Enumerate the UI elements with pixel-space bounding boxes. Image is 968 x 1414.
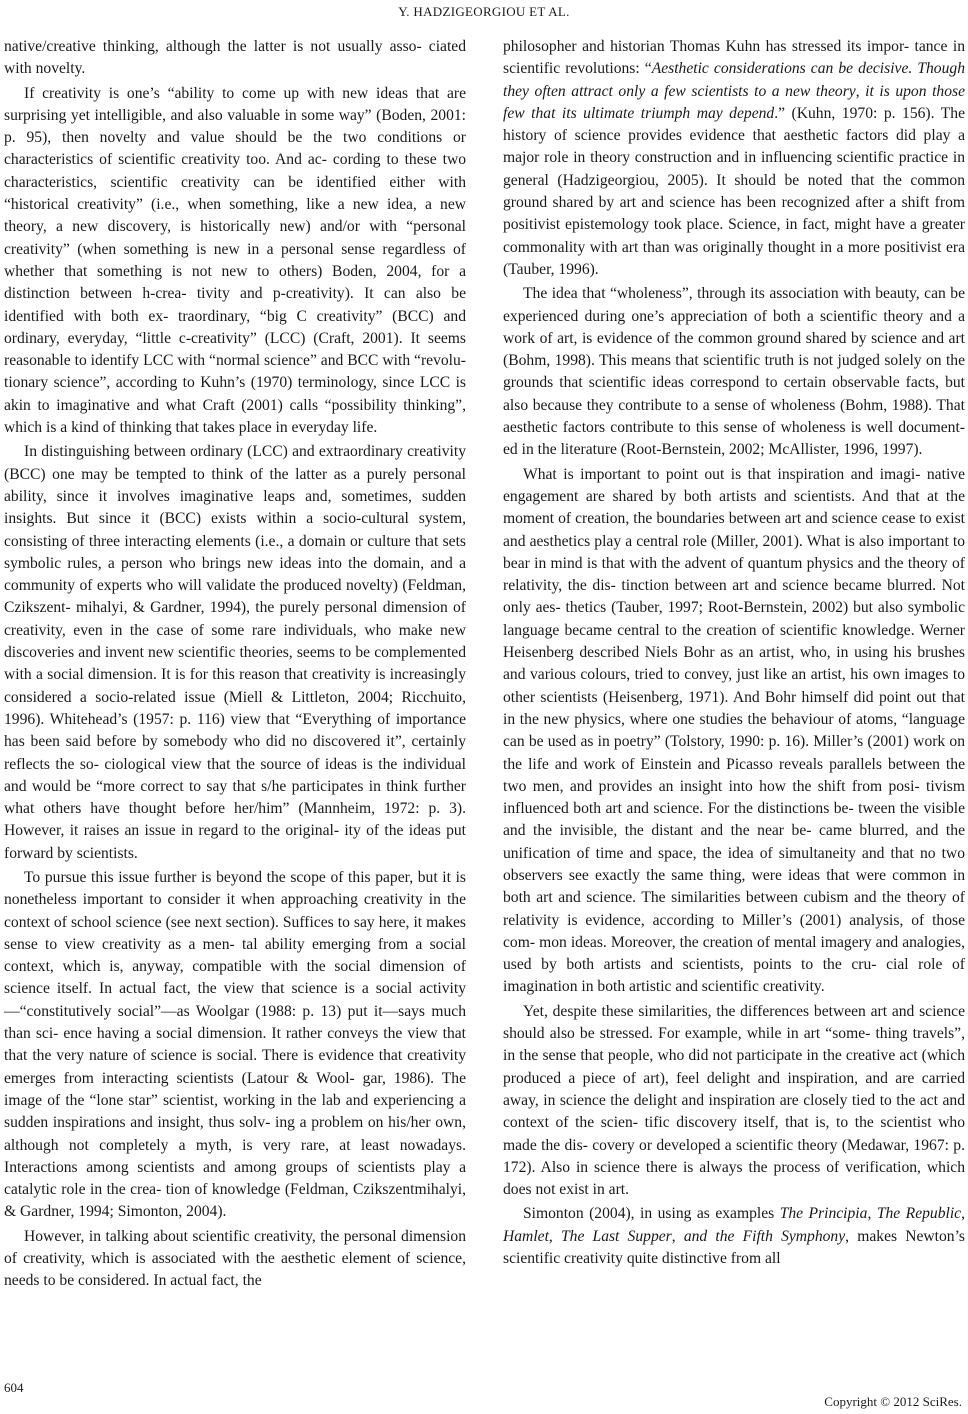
text-run: , (548, 1227, 561, 1245)
paragraph: The idea that “wholeness”, through its association with beauty, can be experienced during one’s appreciation of both a scientific theory and a work of art, is evidence of the common ground shared by science and art (Bohm, 1998). This means that scientific truth is not judged solely on the grounds that scientific ideas correspond to certain observable facts, but also because they contribute to a sense of wholeness (Bohm, 1988). That aesthetic factors contribute to this sense of wholeness is well document- ed in the literature (Root-Bernstein, 2002; McAllister, 1996, 1997). (503, 285, 965, 459)
running-head: Y. HADZIGEORGIOU ET AL. (398, 4, 570, 19)
paragraph: If creativity is one’s “ability to come up with new ideas that are surprising yet intelligible, and also valuable in some way” (Boden, 2001: p. 95), then novelty and value should be the two conditions or characteristics of scientific creativity too. And ac- cording to these two characteristics, scientific creativity can be identified either with “historical creativity” (i.e., when something, like a new idea, a new theory, a new discovery, is historically new) and/or with “personal creativity” (when something is new in a personal sense regardless of whether that something is not new to others) Boden, 2004, for a distinction between h-crea- tivity and p-creativity). It can also be identified with both ex- traordinary, “big C creativity” (BCC) and ordinary, everyday, “little c-creativity” (LCC) (Craft, 2001). It seems reasonable to identify LCC with “normal science” and BCC with “revolu- tionary science”, according to Kuhn’s (1970) terminology, since LCC is akin to imaginative and what Craft (2001) calls “possibility thinking”, which is a kind of thinking that takes place in everyday life. (4, 84, 466, 437)
copyright-notice: Copyright © 2012 SciRes. (824, 1394, 962, 1409)
right-column (503, 36, 965, 1270)
italic-quote: Aesthetic considerations can be decisive. Though they often attract only a few scientists to a new theory (503, 60, 965, 100)
italic-title: and the Fifth Symphony (683, 1227, 846, 1245)
paragraph: However, in talking about scientific creativity, the personal dimension of creativity, which is associated with the aesthetic element of science, needs to be considered. In actual fact, the (4, 1227, 466, 1290)
italic-title: Hamlet (503, 1227, 549, 1245)
paragraph: native/creative thinking, although the latter is not usually asso- ciated with novelty. (4, 38, 466, 78)
text-run: , (671, 1227, 684, 1245)
text-run: Simonton (2004), in using as examples (523, 1205, 780, 1223)
paragraph: To pursue this issue further is beyond the scope of this paper, but it is nonetheless important to consider it when approaching creativity in the context of school science (see next section). Suffices to say here, it makes sense to view creativity as a men- tal ability emerging from a social context, which is, anyway, compatible with the social dimension of science itself. In actual fact, the view that science is a social activity—“constitutively social”—as Woolgar (1988: p. 13) put it—says much than sci- ence having a social dimension. It rather conveys the view that that the very nature of science is social. There is evidence that creativity emerges from interacting scientists (Latour & Wool- gar, 1986). The image of the “lone star” scientist, working in the lab and experiencing a sudden inspirations and insight, thus solv- ing a problem on his/her own, although not completely a myth, is very rare, at least nowadays. Interactions among scientists and among groups of scientists play a catalytic role in the crea- tion of knowledge (Feldman, Czikszentmihalyi, & Gardner, 1994; Simonton, 2004). (4, 868, 466, 1221)
text-run: , (855, 82, 866, 100)
italic-title: The Republic (876, 1205, 962, 1223)
paragraph (503, 36, 965, 281)
page-number: 604 (4, 1380, 24, 1395)
text-run: .” (Kuhn, 1970: p. 156). The history of science provides evidence that aesthetic factors did play a major role in theory construction and in influencing scientific practice in general (Hadzigeorgiou, 2005). It should be noted that the common ground shared by art and science has been recognized after a shift from positivist epistemology took place. Science, in fact, might have a greater commonality with art than was originally thought in a more positivist era (Tauber, 1996). (503, 104, 965, 278)
text-run: philosopher and historian Thomas Kuhn has stressed its impor- tance in scientific revolutions: “ (503, 38, 965, 78)
text-run: , makes Newton’s scientific creativity quite distinctive from all (503, 1227, 965, 1268)
text-run: , (961, 1205, 965, 1223)
left-column (4, 36, 466, 1293)
paragraph: What is important to point out is that inspiration and imagi- native engagement are shared by both artists and scientists. And that at the moment of creation, the boundaries between art and science cease to exist and aesthetics play a central role (Miller, 2001). What is also important to bear in mind is that with the advent of quantum physics and the theory of relativity, the dis- tinction between art and science became blurred. Not only aes- thetics (Tauber, 1997; Root-Bernstein, 2002) but also symbolic language became central to the creation of scientific knowledge. Werner Heisenberg described Niels Bohr as an artist, who, in using his brushes and various colours, tried to convey, just like an artist, his own images to other scientists (Heisenberg, 1971). And Bohr himself did point out that in the new physics, where one studies the behaviour of atoms, “language can be used as in poetry” (Tolstory, 1990: p. 16). Miller’s (2001) work on the life and work of Einstein and Picasso reveals parallels between the two men, and provides an insight into how the shift from posi- tivism influenced both art and science. For the distinctions be- tween the visible and the invisible, the distant and the near be- came blurred, and the unification of time and space, the idea of simultaneity and that no two observers see exactly the same thing, were ideas that were common in both art and science. The similarities between cubism and the theory of relativity is evidence, according to Miller’s (2001) analysis, of those com- mon ideas. Moreover, the creation of mental imagery and analogies, used by both artists and scientists, points to the cru- cial role of imagination in both artistic and scientific creativity. (503, 465, 965, 996)
text-run: , (867, 1205, 877, 1223)
italic-title: The Last Supper (560, 1227, 672, 1245)
paragraph: Yet, despite these similarities, the differences between art and science should also be stressed. For example, while in art “some- thing travels”, in the sense that people, who did not participate in the creative act (which produced a piece of art), feel delight and inspiration, and are carried away, in science the delight and inspiration are closely tied to the act and context of the scien- tific discovery itself, that is, to the scientist who made the dis- covery or developed a scientific theory (Medawar, 1967: p. 172). Also in science there is always the process of verification, which does not exist in art. (503, 1002, 965, 1199)
italic-quote: it is upon those few that its ultimate triumph may depend (503, 82, 966, 122)
italic-title: The Principia (779, 1205, 868, 1223)
paragraph: In distinguishing between ordinary (LCC) and extraordinary creativity (BCC) one may be tempted to think of the latter as a purely personal ability, since it involves imaginative leaps and, sometimes, sudden insights. But since it (BCC) exists within a socio-cultural system, consisting of three interacting elements (i.e., a domain or culture that sets symbolic rules, a person who brings new ideas into the domain, and a community of experts who will validate the produced novelty) (Feldman, Czikszent- mihalyi, & Gardner, 1994), the purely personal dimension of creativity, even in the case of some rare individuals, who make new discoveries and invent new scientific theories, seems to be complemented with a social dimension. It is for this reason that creativity is increasingly considered a socio-related issue (Miell & Littleton, 2004; Ricchuito, 1996). Whitehead’s (1957: p. 116) view that “Everything of importance has been said before by somebody who did no discovered it”, certainly reflects the so- ciological view that the source of ideas is the individual and would be “more correct to say that s/he participates in think further what others have thought before her/him” (Mannheim, 1972: p. 3). However, it raises an issue in regard to the original- ity of the ideas put forward by scientists. (4, 443, 466, 862)
paragraph (503, 1203, 965, 1270)
